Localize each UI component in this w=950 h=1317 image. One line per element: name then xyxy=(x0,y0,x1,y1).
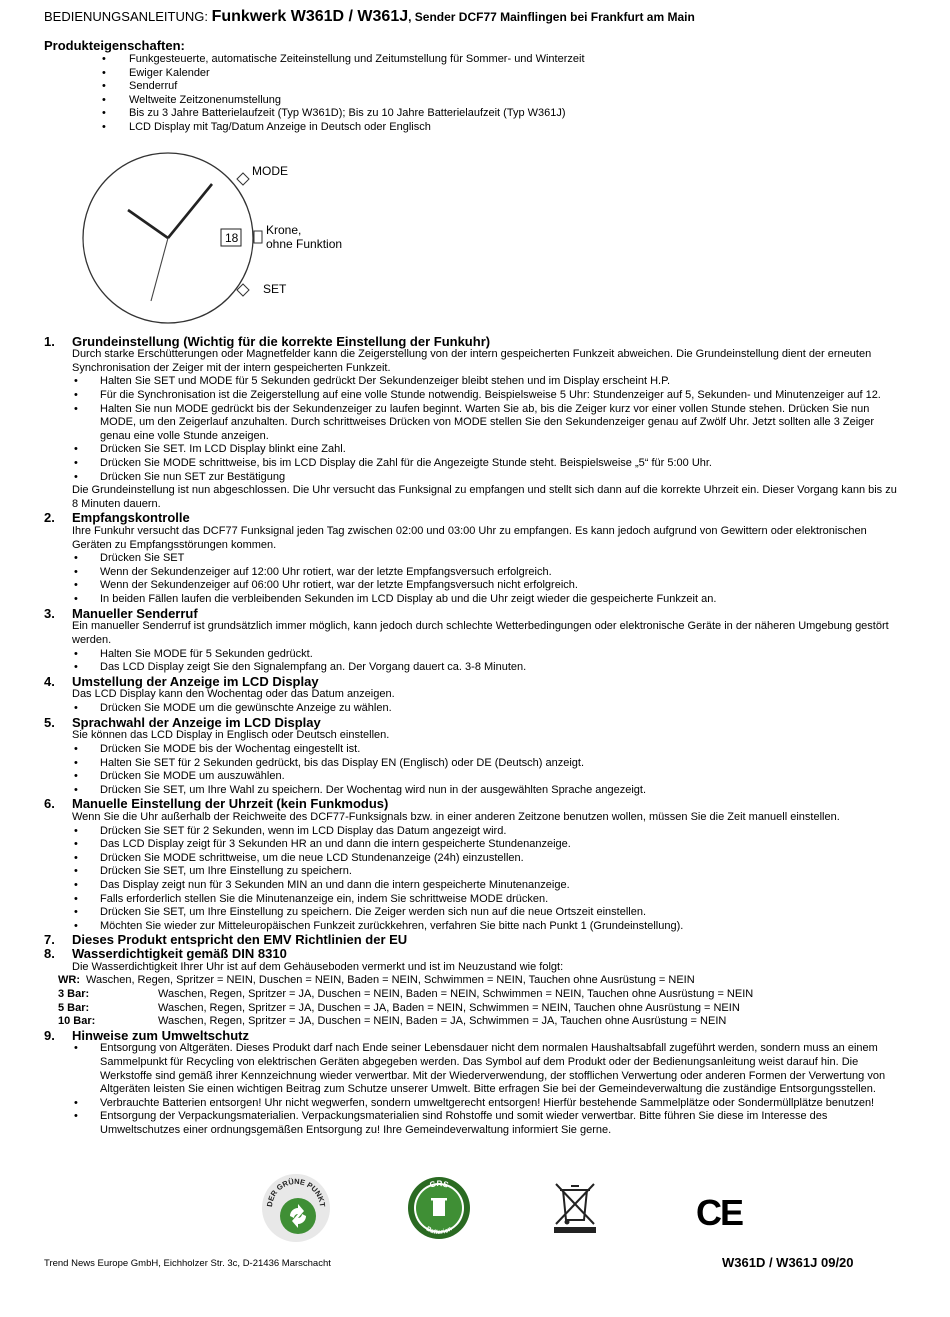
water-rating-row xyxy=(44,1002,904,1016)
list-item: • Bis zu 3 Jahre Batterielaufzeit (Typ W361D); Bis zu 10 Jahre Batterielaufzeit (Typ W361J) xyxy=(44,107,904,121)
bin-wheel xyxy=(565,1220,570,1225)
section-heading xyxy=(44,797,904,811)
water-rating-row xyxy=(44,1015,904,1029)
certification-logos xyxy=(0,1170,950,1245)
section-title: Wasserdichtigkeit gemäß DIN 8310 xyxy=(72,946,287,962)
mode-pusher xyxy=(237,173,249,185)
footer-code: W361D / W361J 09/20 xyxy=(722,1255,854,1270)
list-item: • Halten Sie nun MODE gedrückt bis der Sekundenzeiger zu laufen beginnt. Warten Sie ab, bis die Zeiger kurz vor einer vollen Stunde stehen. Drücken Sie nun MODE, um den Zeigerlauf anzuhalten. Durch schrittweises Drücken von MODE stellen Sie den Sekundenzeiger genau auf Zwölf Uhr. Jetzt sollten alle 3 Zeiger genau eine volle Stunde anzeigen. xyxy=(44,403,904,444)
section-heading xyxy=(44,1029,904,1043)
list-item: • Drücken Sie MODE um auszuwählen. xyxy=(44,770,904,784)
section-steps xyxy=(44,552,904,606)
list-item: • Drücken Sie SET. Im LCD Display blinkt eine Zahl. xyxy=(44,443,904,457)
section-heading xyxy=(44,335,904,349)
mode-label: MODE xyxy=(252,163,288,178)
list-item: • Funkgesteuerte, automatische Zeiteinstellung und Zeitumstellung für Sommer- und Winterzeit xyxy=(44,53,904,67)
section-intro: Ein manueller Senderruf ist grundsätzlich immer möglich, kann jedoch durch schlechte Wetterbedingungen oder elektronische Geräte in der näheren Umgebung gestört werden. xyxy=(72,620,889,646)
section-number: 8. xyxy=(44,946,55,962)
title-suffix: , Sender DCF77 Mainflingen bei Frankfurt am Main xyxy=(408,10,695,24)
section-3 xyxy=(44,607,904,675)
section-steps xyxy=(44,648,904,675)
rating-label: 5 Bar: xyxy=(58,1001,90,1014)
section-5 xyxy=(44,716,904,798)
list-item: • Halten Sie MODE für 5 Sekunden gedrückt. xyxy=(44,648,904,662)
grs-batterien-logo xyxy=(407,1176,471,1243)
rating-text: Waschen, Regen, Spritzer = JA, Duschen = NEIN, Baden = NEIN, Schwimmen = NEIN, Tauchen ohne Ausrüstung = NEIN xyxy=(158,987,754,1000)
list-item: • Halten Sie SET für 2 Sekunden gedrückt, bis das Display EN (Englisch) oder DE (Deutsch) anzeigt. xyxy=(44,757,904,771)
list-item: • Drücken Sie MODE schrittweise, bis im LCD Display die Zahl für die Angezeigte Stunde steht. Beispielsweise „5“ für 5:00 Uhr. xyxy=(44,457,904,471)
section-number: 1. xyxy=(44,333,55,349)
list-item: • Drücken Sie MODE schrittweise, um die neue LCD Stundenanzeige (24h) einzustellen. xyxy=(44,852,904,866)
set-label: SET xyxy=(263,281,287,296)
list-item: • Für die Synchronisation ist die Zeigerstellung auf eine volle Stunde notwendig. Beispielsweise 5 Uhr: Stundenzeiger auf 5, Sekunden- und Minutenzeiger auf 12. xyxy=(44,389,904,403)
properties-heading: Produkteigenschaften: xyxy=(44,38,185,53)
section-number: 6. xyxy=(44,796,55,812)
list-item: • Drücken Sie SET, um Ihre Einstellung zu speichern. xyxy=(44,865,904,879)
section-number: 9. xyxy=(44,1027,55,1043)
section-intro: Wenn Sie die Uhr außerhalb der Reichweite des DCF77-Funksignals bzw. in einer anderen Zeitzone benutzen wollen, müssen Sie die Zeit manuell einstellen. xyxy=(72,811,840,823)
section-title: Grundeinstellung (Wichtig für die korrekte Einstellung der Funkuhr) xyxy=(72,333,491,349)
list-item: • Entsorgung der Verpackungsmaterialien. Verpackungsmaterialien sind Rohstoffe und somit wieder verwertbar. Bitte führen Sie diese im Interesse des Umweltschutzes einer ordnungsgemäßen Entsorgung zu! Ihre Gemeindeverwaltung informiert Sie gerne. xyxy=(44,1110,904,1137)
section-intro: Ihre Funkuhr versucht das DCF77 Funksignal jeden Tag zwischen 02:00 und 03:00 Uhr zu empfangen. Es kann jedoch aufgrund von Gewittern oder elektronischen Geräten zu Empfangsstörungen kommen. xyxy=(72,525,867,551)
document-title xyxy=(44,8,904,26)
section-number: 5. xyxy=(44,714,55,730)
list-item: • Das LCD Display zeigt Sie den Signalempfang an. Der Vorgang dauert ca. 3-8 Minuten. xyxy=(44,661,904,675)
section-outro: Die Grundeinstellung ist nun abgeschlossen. Die Uhr versucht das Funksignal zu empfangen und stellt sich dann auf die korrekte Uhrzeit ein. Dieser Vorgang kann bis zu 8 Minuten dauern. xyxy=(72,484,897,510)
section-title: Manuelle Einstellung der Uhrzeit (kein Funkmodus) xyxy=(72,796,389,812)
section-heading xyxy=(44,607,904,621)
list-item: • Wenn der Sekundenzeiger auf 06:00 Uhr rotiert, war der letzte Empfangsversuch nicht erfolgreich. xyxy=(44,579,904,593)
section-8 xyxy=(44,947,904,1029)
manual-page xyxy=(44,8,904,1138)
list-item: • Drücken Sie nun SET zur Bestätigung xyxy=(44,471,904,485)
title-model: Funkwerk W361D / W361J xyxy=(211,8,409,25)
list-item: • Drücken Sie MODE bis der Wochentag eingestellt ist. xyxy=(44,743,904,757)
section-intro: Das LCD Display kann den Wochentag oder das Datum anzeigen. xyxy=(72,688,395,701)
section-heading xyxy=(44,947,904,961)
title-prefix: BEDIENUNGSANLEITUNG: xyxy=(44,9,212,24)
section-7 xyxy=(44,933,904,947)
section-number: 3. xyxy=(44,605,55,621)
weee-logo xyxy=(552,1180,598,1237)
section-title: Umstellung der Anzeige im LCD Display xyxy=(72,673,319,689)
grs-bin-lid xyxy=(431,1198,447,1201)
list-item: • Drücken Sie SET xyxy=(44,552,904,566)
minute-hand xyxy=(168,184,212,238)
section-steps xyxy=(44,1042,904,1137)
section-steps xyxy=(44,825,904,934)
list-item: • Das Display zeigt nun für 3 Sekunden MIN an und dann die intern gespeicherte Minutenanzeige. xyxy=(44,879,904,893)
list-item: • Wenn der Sekundenzeiger auf 12:00 Uhr rotiert, war der letzte Empfangsversuch erfolgreich. xyxy=(44,566,904,580)
water-rating-row xyxy=(44,988,904,1002)
rating-label: 10 Bar: xyxy=(58,1015,96,1028)
gruene-punkt-logo xyxy=(260,1172,332,1247)
list-item: • Das LCD Display zeigt für 3 Sekunden HR an und dann die intern gespeicherte Stundenanzeige. xyxy=(44,838,904,852)
section-steps xyxy=(44,702,904,716)
grs-battery-icon xyxy=(407,1176,471,1240)
gruene-punkt-text: DER GRÜNE PUNKT xyxy=(264,1176,328,1208)
list-item: • Entsorgung von Altgeräten. Dieses Produkt darf nach Ende seiner Lebensdauer nicht dem normalen Haushaltsabfall zugeführt werden, sondern muss an einem Sammelpunkt für Recycling von elektrischen Geräten abgegeben werden. Das Symbol auf dem Produkt oder der Bedienungsanleitung weist darauf hin. Die Werkstoffe sind gemäß ihrer Kennzeichnung wieder verwertbar. Mit der Wiederverwendung, der stofflichen Verwertung oder anderen Formen der Verwertung von Altgeräten leisten Sie einen wichtigen Beitrag zum Schutze unserer Umwelt. Bitte erfragen Sie bei der Gemeindeverwaltung die zuständige Entsorgungsstellen. xyxy=(44,1042,904,1096)
grs-text: GRS xyxy=(428,1178,450,1190)
section-6 xyxy=(44,797,904,933)
watch-diagram xyxy=(80,149,400,329)
list-item: • Drücken Sie MODE um die gewünschte Anzeige zu wählen. xyxy=(44,702,904,716)
batterien-text: Batterien xyxy=(424,1225,454,1237)
green-dot-icon xyxy=(260,1172,332,1244)
list-item: • Möchten Sie wieder zur Mitteleuropäischen Funkzeit zurückkehren, verfahren Sie bitte nach Punkt 1 (Grundeinstellung). xyxy=(44,920,904,934)
section-intro: Die Wasserdichtigkeit Ihrer Uhr ist auf dem Gehäuseboden vermerkt und ist im Neuzustand wie folgt: xyxy=(72,960,564,973)
section-title: Sprachwahl der Anzeige im LCD Display xyxy=(72,714,321,730)
properties-list xyxy=(44,53,904,135)
section-intro: Sie können das LCD Display in Englisch oder Deutsch einstellen. xyxy=(72,729,390,742)
watch-face-drawing xyxy=(80,149,400,329)
crown-label-line1: Krone, xyxy=(266,222,302,237)
crown-label-line2: ohne Funktion xyxy=(266,236,343,251)
section-title: Empfangskontrolle xyxy=(72,510,190,526)
section-title: Hinweise zum Umweltschutz xyxy=(72,1027,249,1043)
list-item: • In beiden Fällen laufen die verbleibenden Sekunden im LCD Display ab und die Uhr zeigt wieder die gespeicherte Funkzeit an. xyxy=(44,593,904,607)
section-heading xyxy=(44,716,904,730)
crown-rect xyxy=(254,231,262,243)
section-title: Dieses Produkt entspricht den EMV Richtlinien der EU xyxy=(72,932,408,948)
section-heading xyxy=(44,675,904,689)
rating-text: Waschen, Regen, Spritzer = JA, Duschen = JA, Baden = NEIN, Schwimmen = NEIN, Tauchen ohne Ausrüstung = NEIN xyxy=(158,1001,740,1014)
bin-bar xyxy=(554,1227,596,1233)
rating-label: WR: xyxy=(58,974,80,987)
crossed-bin-icon xyxy=(552,1180,598,1234)
rating-text: Waschen, Regen, Spritzer = NEIN, Duschen = NEIN, Baden = NEIN, Schwimmen = NEIN, Tauchen ohne Ausrüstung = NEIN xyxy=(86,974,695,987)
list-item: • Falls erforderlich stellen Sie die Minutenanzeige ein, indem Sie schrittweise MODE drücken. xyxy=(44,893,904,907)
water-rating-row xyxy=(44,974,904,988)
section-number: 4. xyxy=(44,673,55,689)
section-heading xyxy=(44,933,904,947)
section-steps xyxy=(44,743,904,797)
section-2 xyxy=(44,511,904,606)
rating-label: 3 Bar: xyxy=(58,987,90,1000)
list-item: • Weltweite Zeitzonenumstellung xyxy=(44,94,904,108)
section-4 xyxy=(44,675,904,716)
date-display-value: 18 xyxy=(225,230,239,245)
footer-company: Trend News Europe GmbH, Eichholzer Str. 3c, D-21436 Marschacht xyxy=(44,1258,331,1269)
section-title: Manueller Senderruf xyxy=(72,605,198,621)
list-item: • Drücken Sie SET für 2 Sekunden, wenn im LCD Display das Datum angezeigt wird. xyxy=(44,825,904,839)
rating-text: Waschen, Regen, Spritzer = JA, Duschen = NEIN, Baden = JA, Schwimmen = JA, Tauchen ohne Ausrüstung = NEIN xyxy=(158,1015,727,1028)
section-1 xyxy=(44,335,904,512)
section-heading xyxy=(44,511,904,525)
ce-mark: CE xyxy=(696,1192,743,1233)
list-item: • Ewiger Kalender xyxy=(44,67,904,81)
list-item: • Verbrauchte Batterien entsorgen! Uhr nicht wegwerfen, sondern umweltgerecht entsorgen! Hierfür bestehende Sammelplätze oder Sondermüllplätze benutzen! xyxy=(44,1097,904,1111)
section-9 xyxy=(44,1029,904,1138)
list-item: • LCD Display mit Tag/Datum Anzeige in Deutsch oder Englisch xyxy=(44,121,904,135)
section-steps xyxy=(44,375,904,484)
list-item: • Senderruf xyxy=(44,80,904,94)
second-hand xyxy=(151,238,168,301)
section-number: 7. xyxy=(44,932,55,948)
list-item: • Drücken Sie SET, um Ihre Einstellung zu speichern. Die Zeiger werden sich nun auf die neue Ortszeit einstellen. xyxy=(44,906,904,920)
grs-bin xyxy=(433,1200,445,1216)
section-number: 2. xyxy=(44,510,55,526)
list-item: • Halten Sie SET und MODE für 5 Sekunden gedrückt Der Sekundenzeiger bleibt stehen und im Display erscheint H.P. xyxy=(44,375,904,389)
instructions xyxy=(44,335,904,1138)
list-item: • Drücken Sie SET, um Ihre Wahl zu speichern. Der Wochentag wird nun in der ausgewählten Sprache angezeigt. xyxy=(44,784,904,798)
hour-hand xyxy=(128,210,168,238)
section-intro: Durch starke Erschütterungen oder Magnetfelder kann die Zeigerstellung von der intern gespeicherten Funkzeit abweichen. Die Grundeinstellung dient der erneuten Synchronisation der Zeiger mit der intern gespeicherten Funkzeit. xyxy=(72,348,872,374)
